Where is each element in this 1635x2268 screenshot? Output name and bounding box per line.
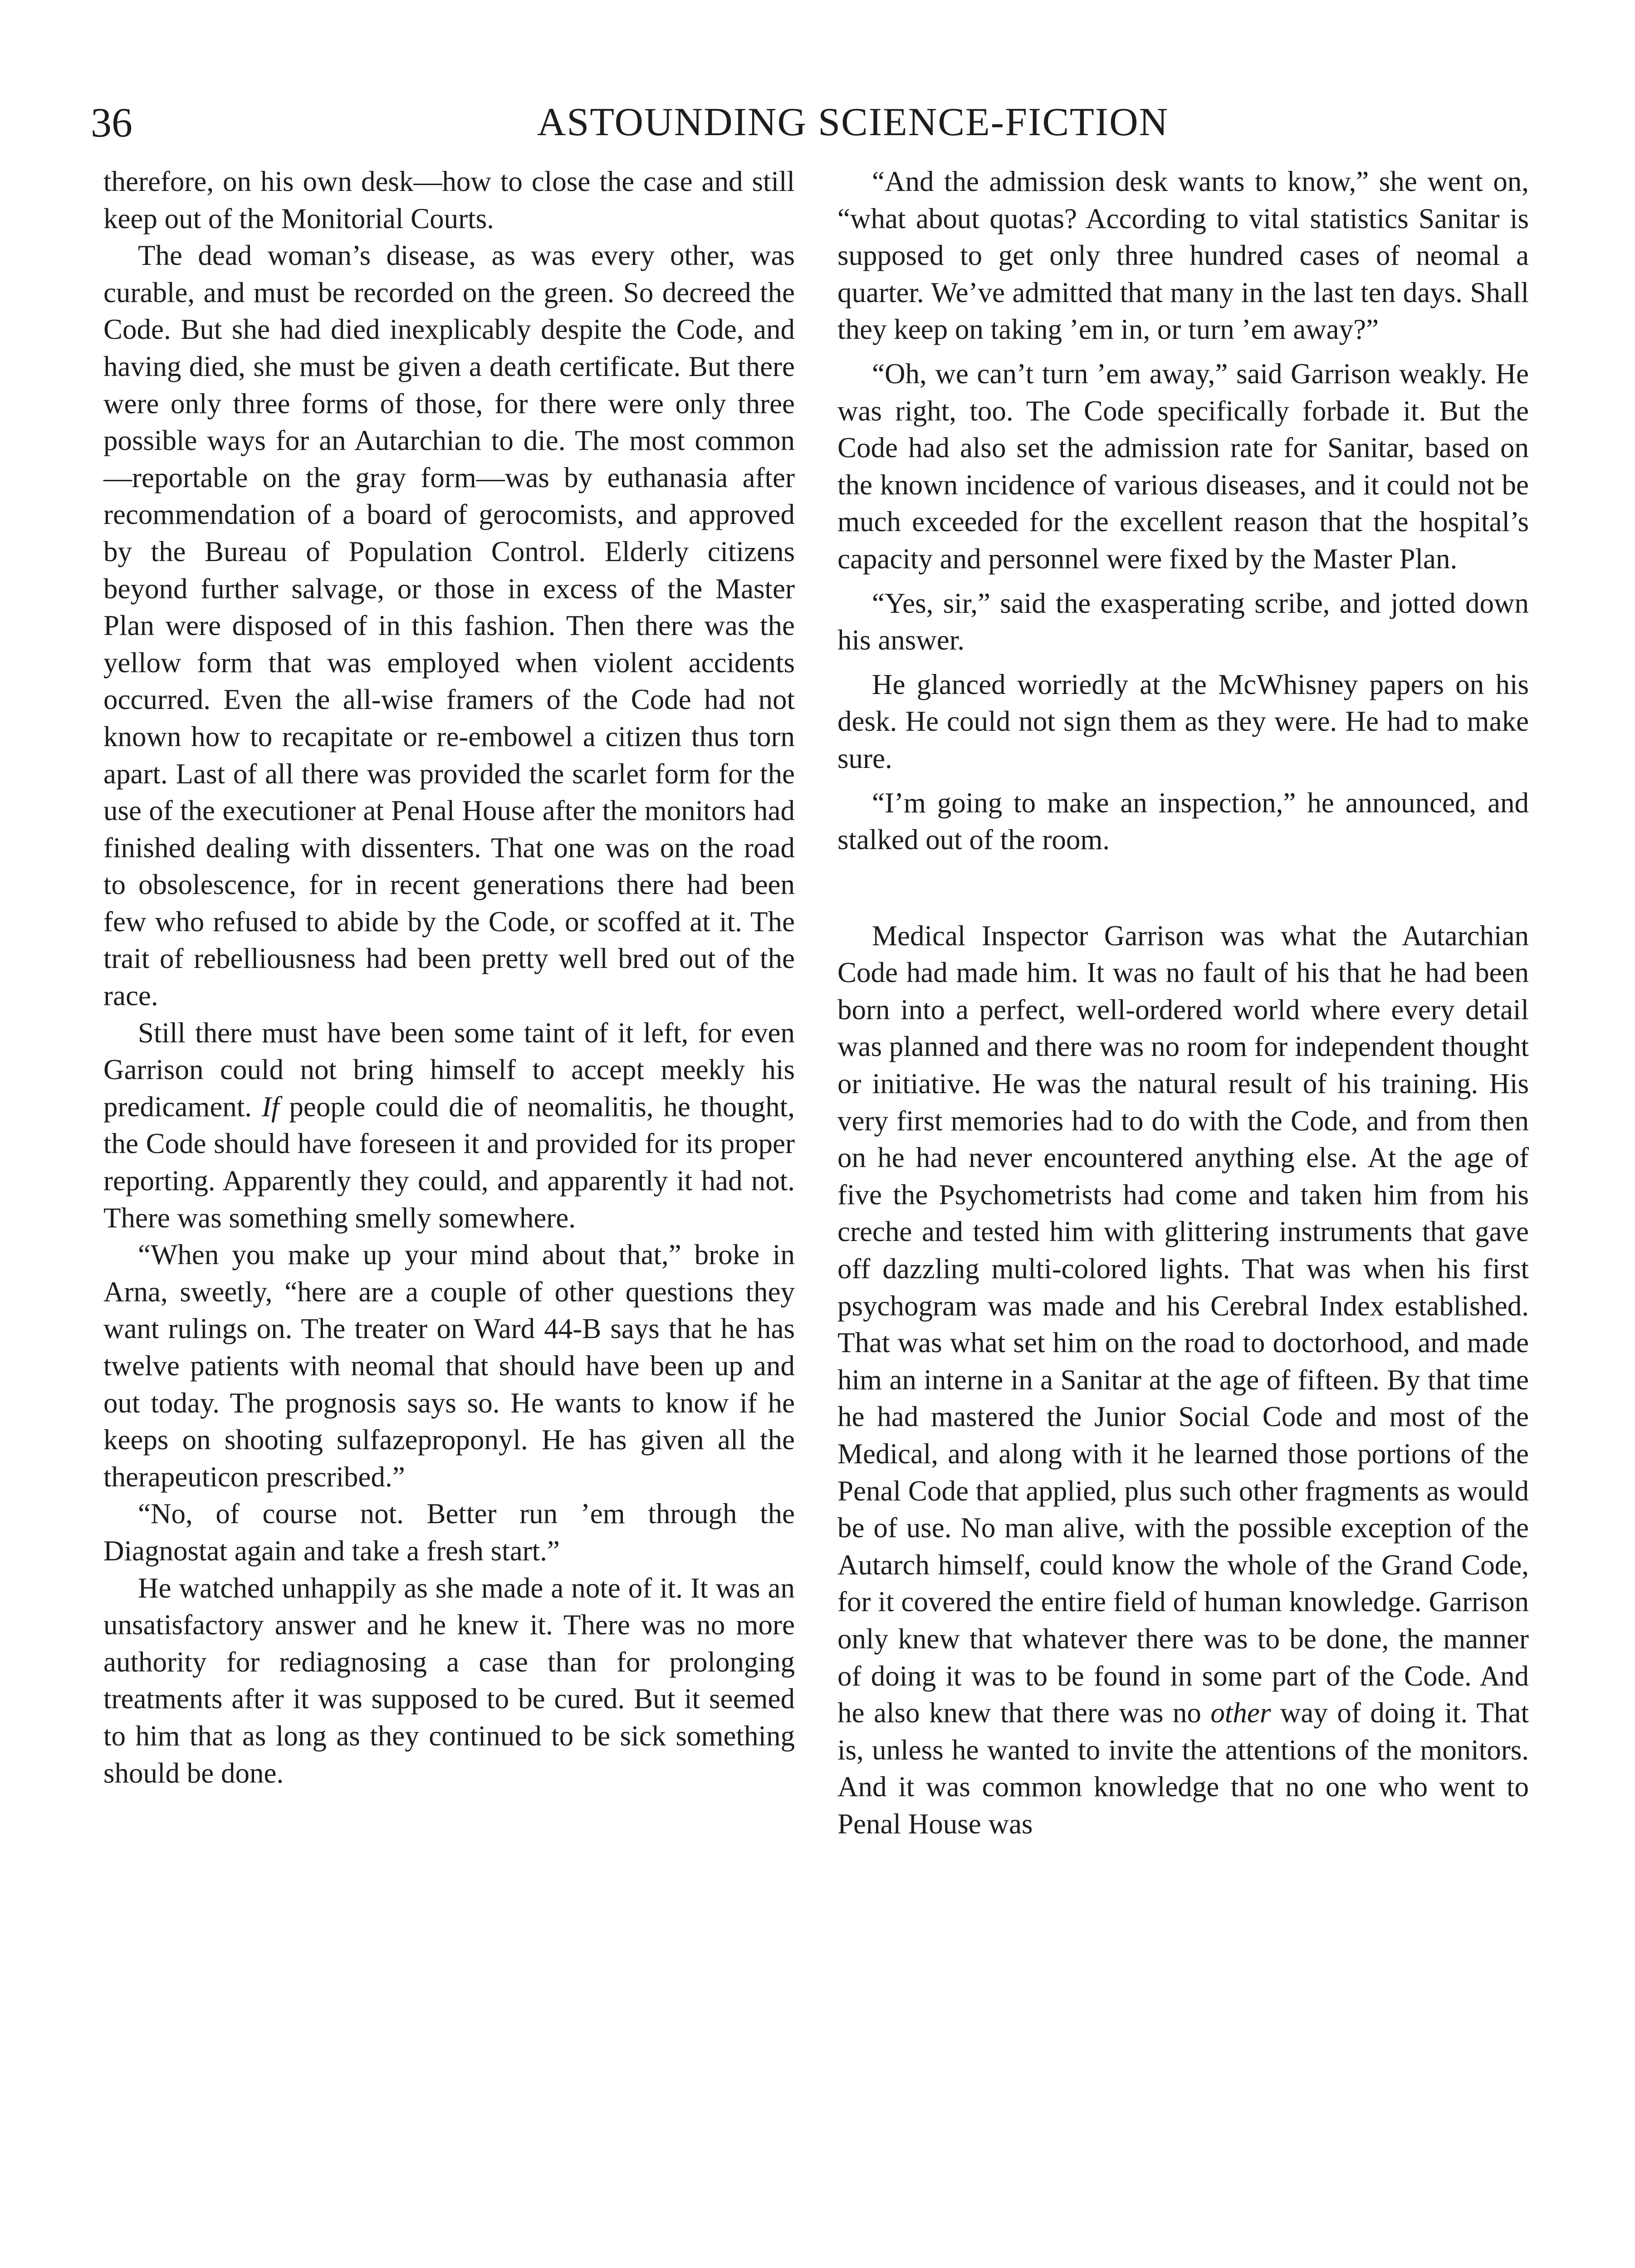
left-column	[103, 163, 795, 1792]
paragraph: “I’m going to make an inspection,” he announced, and stalked out of the room.	[837, 787, 1529, 856]
paragraph	[837, 918, 1529, 1843]
paragraph: therefore, on his own desk—how to close the case and still keep out of the Monitorial Courts.	[103, 166, 795, 235]
paragraph-text: Medical Inspector Garrison was what the Autarchian Code had made him. It was no fault of his that he had been born into a perfect, well-ordered world where every detail was planned and there was no room for independent thought or initiative. He was the natural result of his training. His very first memories had to do with the Code, and from then on he had never encountered anything else. At the age of five the Psychometrists had come and taken him from his creche and tested him with glittering instruments that gave off dazzling multi-colored lights. That was when his first psychogram was made and his Cerebral Index established. That was what set him on the road to doctorhood, and made him an interne in a Sanitar at the age of fifteen. By that time he had mastered the Junior Social Code and most of the Medical, and along with it he learned those portions of the Penal Code that applied, plus such other fragments as would be of use. No man alive, with the possible exception of the Autarch himself, could know the whole of the Grand Code, for it covered the entire field of human knowledge. Garrison only knew that whatever there was to be done, the manner of doing it was to be found in some part of the Code. And he also knew that there was no	[837, 919, 1529, 1729]
emphasis-if: If	[262, 1090, 279, 1123]
paragraph: “When you make up your mind about that,” broke in Arna, sweetly, “here are a couple of other questions they want rulings on. The treater on Ward 44-B says that he has twelve patients with neomal that should have been up and out today. The prognosis says so. He wants to know if he keeps on shooting sulfazeproponyl. He has given all the therapeuticon prescribed.”	[103, 1239, 795, 1493]
paragraph-text: people could die of neomalitis, he thought, the Code should have foreseen it and provided for its proper reporting. Apparently they could, and apparently it had not. There was something smelly somewhere.	[103, 1090, 795, 1234]
page-number: 36	[91, 99, 132, 146]
running-title: ASTOUNDING SCIENCE-FICTION	[537, 100, 1169, 144]
paragraph: He watched unhappily as she made a note of it. It was an unsatisfactory answer and he knew it. There was no more authority for rediagnosing a case than for prolonging treatments after it was supposed to be cured. But it seemed to him that as long as they continued to be sick something should be done.	[103, 1572, 795, 1789]
right-column	[837, 163, 1529, 1843]
running-header	[91, 93, 1542, 152]
paragraph: The dead woman’s disease, as was every other, was curable, and must be recorded on the green. So decreed the Code. But she had died inexplicably despite the Code, and having died, she must be given a death certificate. But there were only three forms of those, for there were only three possible ways for an Autarchian to die. The most common—reportable on the gray form—was by euthanasia after recommendation of a board of gerocomists, and approved by the Bureau of Population Control. Elderly citizens beyond further salvage, or those in excess of the Master Plan were disposed of in this fashion. Then there was the yellow form that was employed when violent accidents occurred. Even the all-wise framers of the Code had not known how to recapitate or re-embowel a citizen thus torn apart. Last of all there was provided the scarlet form for the use of the executioner at Penal House after the monitors had finished dealing with dissenters. That one was on the road to obsolescence, for in recent generations there had been few who refused to abide by the Code, or scoffed at it. The trait of rebelliousness had been pretty well bred out of the race.	[103, 240, 795, 1012]
paragraph: “And the admission desk wants to know,” she went on, “what about quotas? According to vital statistics Sanitar is supposed to get only three hundred cases of neomal a quarter. We’ve admitted that many in the last ten days. Shall they keep on taking ’em in, or turn ’em away?”	[837, 166, 1529, 346]
paragraph: “Yes, sir,” said the exasperating scribe, and jotted down his answer.	[837, 587, 1529, 656]
paragraph: He glanced worriedly at the McWhisney papers on his desk. He could not sign them as they were. He had to make sure.	[837, 668, 1529, 774]
paragraph-text: way of doing it. That is, unless he wanted to invite the attentions of the monitors. And it was common knowledge that no one who went to Penal House was	[837, 1697, 1529, 1840]
paragraph: “Oh, we can’t turn ’em away,” said Garrison weakly. He was right, too. The Code specifically forbade it. But the Code had also set the admission rate for Sanitar, based on the known incidence of various diseases, and it could not be much exceeded for the excellent reason that the hospital’s capacity and personnel were fixed by the Master Plan.	[837, 357, 1529, 575]
emphasis-other: other	[1210, 1697, 1271, 1729]
paragraph: “No, of course not. Better run ’em through the Diagnostat again and take a fresh start.”	[103, 1498, 795, 1567]
paragraph	[103, 1015, 795, 1237]
section-break	[837, 859, 1529, 918]
paragraph-text: Still there must have been some taint of it left, for even Garrison could not bring himself to accept meekly his predicament.	[103, 1017, 795, 1123]
